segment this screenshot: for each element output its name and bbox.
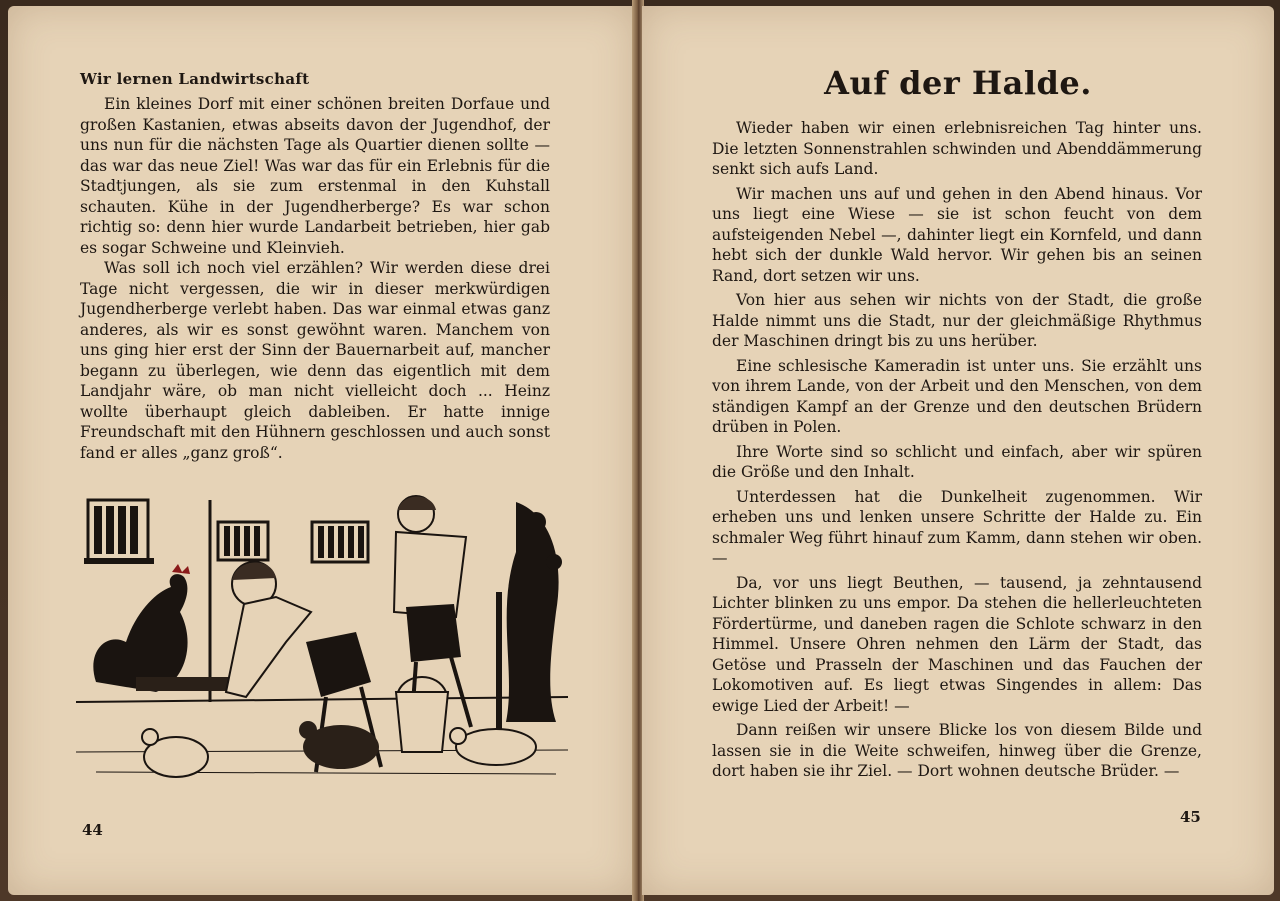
paragraph: Was soll ich noch viel erzählen? Wir werden diese drei Tage nicht vergessen, die wir in dieser merkwürdigen Jugendherberge verlebt haben. Das war einmal etwas ganz anderes, als wir es sonst gewöhnt waren. Manchem von uns ging hier erst der Sinn der Bauernarbeit auf, mancher begann zu überlegen, wie denn das eigentlich mit dem Landjahr wäre, ob man nicht vielleicht doch ... Heinz wollte überhaupt gleich dableiben. Er hatte innige Freundschaft mit den Hühnern geschlossen und auch sonst fand er alles „ganz groß“. [80, 259, 550, 462]
paragraph: Ihre Worte sind so schlicht und einfach, aber wir spüren die Größe und den Inhalt. [712, 442, 1202, 481]
rooster-icon [93, 564, 190, 692]
hen-icon [142, 729, 208, 777]
paragraph: Wieder haben wir einen erlebnisreichen Tag hinter uns. Die letzten Sonnenstrahlen schwinden und Abenddämmerung senkt sich aufs Land. [712, 119, 1202, 178]
hen-icon [299, 721, 379, 769]
section-heading: Wir lernen Landwirtschaft [80, 70, 310, 88]
window-icon [218, 522, 268, 560]
window-icon [312, 522, 368, 562]
paragraph: Da, vor uns liegt Beuthen, — tausend, ja zehntausend Lichter blinken zu uns empor. Da stehen die hellerleuchteten Fördertürme, und daneben ragen die Schlote schwarz in den Himmel. Unsere Ohren nehmen den Lärm der Stadt, das Getöse und Prasseln der Maschinen und das Fauchen der Lokomotiven auf. Es liegt etwas Singendes in allem: Das ewige Lied der Arbeit! — [712, 573, 1202, 715]
left-page-text [80, 94, 550, 463]
paragraph: Unterdessen hat die Dunkelheit zugenommen. Wir erheben uns und lenken unsere Schritte der Halde zu. Ein schmaler Weg führt hinauf zum Kamm, dann stehen wir oben. — [712, 487, 1202, 567]
paragraph: Wir machen uns auf und gehen in den Abend hinaus. Vor uns liegt eine Wiese — sie ist schon feucht von dem aufsteigenden Nebel —, dahinter liegt ein Kornfeld, und dann hebt sich der dunkle Wald hervor. Wir gehen bis an seinen Rand, dort setzen wir uns. [712, 184, 1202, 285]
farmyard-illustration-icon [76, 492, 568, 798]
page-number: 45 [1180, 808, 1201, 826]
paragraph: Ein kleines Dorf mit einer schönen breiten Dorfaue und großen Kastanien, etwas abseits davon der Jugendhof, der uns nun für die nächsten Tage als Quartier dienen sollte — das war das neue Ziel! Was war das für ein Erlebnis für die Stadtjungen, als sie zum erstenmal in den Kuhstall schauten. Kühe in der Jugendherberge? Es war schon richtig so: denn hier wurde Landarbeit betrieben, hier gab es sogar Schweine und Kleinvieh. [80, 95, 550, 257]
right-page-text [712, 118, 1202, 786]
paragraph: Dann reißen wir unsere Blicke los von diesem Bilde und lassen sie in die Weite schweifen, hinweg über die Grenze, dort haben sie ihr Ziel. — Dort wohnen deutsche Brüder. — [712, 721, 1202, 780]
bucket-icon [396, 677, 448, 752]
left-page [8, 6, 634, 895]
right-page [642, 6, 1274, 895]
paragraph: Von hier aus sehen wir nichts von der Stadt, die große Halde nimmt uns die Stadt, nur der gleichmäßige Rhythmus der Maschinen dringt bis zu uns herüber. [712, 291, 1202, 350]
window-icon [84, 500, 154, 564]
hen-icon [450, 728, 536, 765]
page-title: Auf der Halde. [824, 64, 1092, 102]
paragraph: Eine schlesische Kameradin ist unter uns. Sie erzählt uns von ihrem Lande, von der Arbeit und den Menschen, von dem ständigen Kampf an der Grenze und den deutschen Brüdern drüben in Polen. [712, 356, 1202, 436]
page-number: 44 [82, 821, 103, 839]
